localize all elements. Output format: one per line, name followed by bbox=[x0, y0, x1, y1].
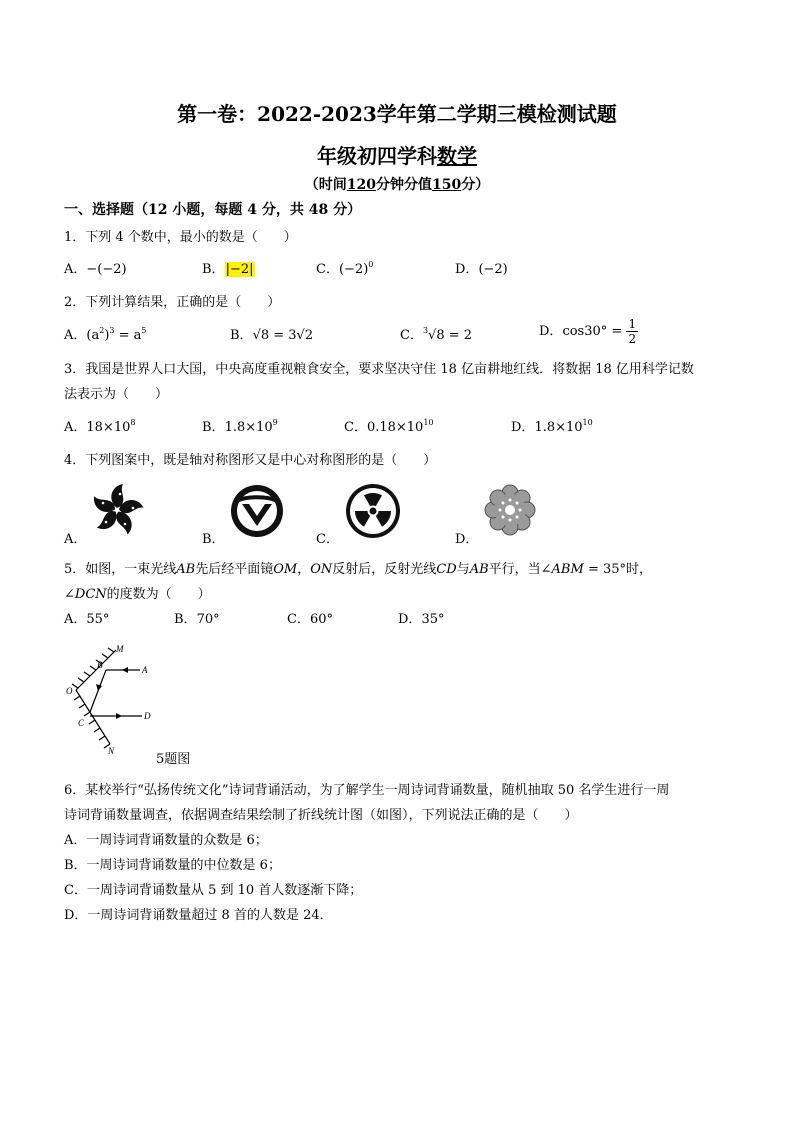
label-M: M bbox=[116, 644, 124, 654]
var: AB bbox=[176, 562, 196, 577]
time-close: 分） bbox=[461, 177, 490, 193]
q6-option-b: B．一周诗词背诵数量的中位数是 6； bbox=[64, 858, 281, 873]
option-value: √8 = 2 bbox=[428, 328, 473, 343]
option-label: B． bbox=[202, 420, 225, 435]
option-label: B． bbox=[230, 328, 253, 343]
time-mid: 分钟分值 bbox=[376, 177, 432, 193]
label-C: C bbox=[78, 718, 85, 728]
option-label: A． bbox=[64, 262, 87, 277]
label-O: O bbox=[66, 686, 73, 696]
q5-mirror-diagram bbox=[60, 640, 160, 758]
text: ， bbox=[297, 562, 311, 577]
option-value: 0.18×10 bbox=[366, 420, 424, 435]
q3-option-d bbox=[511, 416, 593, 435]
base: (a bbox=[86, 328, 100, 343]
points: 150 bbox=[432, 177, 462, 193]
subject-mid: 学科 bbox=[397, 144, 437, 168]
option-value: 60° bbox=[309, 612, 333, 627]
numerator: 1 bbox=[628, 317, 637, 331]
option-label: D． bbox=[511, 420, 535, 435]
option-label: C． bbox=[316, 262, 339, 277]
text: = 35°时， bbox=[583, 562, 653, 577]
subject: 数学 bbox=[437, 144, 477, 168]
q1-option-a bbox=[64, 258, 127, 277]
q2-option-d bbox=[539, 317, 638, 346]
paren: ) bbox=[104, 328, 110, 343]
exponent: 10 bbox=[423, 418, 434, 427]
option-value: −(−2) bbox=[86, 262, 127, 277]
subject-line bbox=[0, 140, 794, 169]
q3-option-b bbox=[202, 416, 278, 435]
option-label: A． bbox=[64, 420, 87, 435]
option-label: D． bbox=[455, 262, 479, 277]
option-value-highlighted: |−2| bbox=[225, 262, 254, 277]
subject-prefix: 年级 bbox=[317, 144, 357, 168]
q5-option-a bbox=[64, 608, 109, 627]
time-open: （时间 bbox=[304, 177, 347, 193]
option-label: B． bbox=[174, 612, 197, 627]
text: 5．如图，一束光线 bbox=[64, 562, 177, 577]
option-label: C． bbox=[400, 328, 423, 343]
text: 先后经平面镜 bbox=[195, 562, 274, 577]
option-label: B． bbox=[202, 262, 225, 277]
text: ∠ bbox=[64, 587, 75, 602]
q3-stem-line2: 法表示为（ ） bbox=[64, 387, 169, 402]
q1-stem: 1．下列 4 个数中，最小的数是（ ） bbox=[64, 230, 297, 245]
option-label: D． bbox=[398, 612, 422, 627]
var: DCN bbox=[74, 587, 107, 602]
grade: 初四 bbox=[357, 144, 397, 168]
q3-stem-line1: 3．我国是世界人口大国，中央高度重视粮食安全，要求坚决守住 18 亿亩耕地红线．将数据 18 亿用科学记数 bbox=[64, 362, 694, 377]
label-N: N bbox=[108, 746, 115, 756]
option-label: A． bbox=[64, 612, 87, 627]
q5-option-d bbox=[398, 608, 444, 627]
option-value: 70° bbox=[196, 612, 220, 627]
exponent: 10 bbox=[582, 418, 593, 427]
q4-option-a-label: A． bbox=[64, 532, 87, 547]
q1-option-d bbox=[455, 258, 508, 277]
q2-option-b bbox=[230, 324, 313, 343]
exponent: 8 bbox=[130, 418, 136, 427]
text: 平行，当∠ bbox=[488, 562, 552, 577]
exponent: 9 bbox=[272, 418, 278, 427]
label-D: D bbox=[144, 711, 151, 721]
label-A: A bbox=[142, 665, 148, 675]
q4-option-b-label: B． bbox=[202, 532, 225, 547]
exponent: 3 bbox=[109, 326, 115, 335]
option-label: D． bbox=[539, 324, 563, 339]
option-label: C． bbox=[344, 420, 367, 435]
q2-option-c bbox=[400, 324, 472, 343]
q5-option-c bbox=[287, 608, 333, 627]
q6-option-a: A．一周诗词背诵数量的众数是 6； bbox=[64, 833, 268, 848]
q4-figure-b-emblem-icon bbox=[228, 482, 286, 540]
q2-stem: 2．下列计算结果，正确的是（ ） bbox=[64, 295, 281, 310]
q4-option-d-label: D． bbox=[455, 532, 479, 547]
option-value: cos30° = bbox=[562, 324, 623, 339]
option-value: 55° bbox=[86, 612, 110, 627]
q3-option-a bbox=[64, 416, 135, 435]
option-label: C． bbox=[287, 612, 310, 627]
option-value: 1.8×10 bbox=[534, 420, 583, 435]
q4-option-c-label: C． bbox=[316, 532, 339, 547]
root-index: 3 bbox=[422, 326, 429, 335]
q4-figure-a-pinwheel-icon bbox=[86, 482, 148, 538]
text: 与 bbox=[456, 562, 470, 577]
option-value: (−2) bbox=[478, 262, 508, 277]
q6-option-d: D．一周诗词背诵数量超过 8 首的人数是 24． bbox=[64, 908, 333, 923]
q1-option-b bbox=[202, 258, 255, 277]
var: OM bbox=[273, 562, 298, 577]
option-label: A． bbox=[64, 328, 87, 343]
text: 反射后，反射光线 bbox=[332, 562, 437, 577]
option-value: √8 = 3√2 bbox=[252, 328, 314, 343]
q4-stem: 4．下列图案中，既是轴对称图形又是中心对称图形的是（ ） bbox=[64, 453, 437, 468]
q5-figure-caption: 5题图 bbox=[156, 752, 191, 767]
var: AB bbox=[469, 562, 489, 577]
exponent: 0 bbox=[368, 260, 374, 269]
option-value: 18×10 bbox=[86, 420, 131, 435]
option-value: (−2) bbox=[338, 262, 369, 277]
q1-option-c bbox=[316, 258, 373, 277]
q5-stem-line2 bbox=[64, 583, 211, 602]
option-value: 35° bbox=[421, 612, 445, 627]
option-value bbox=[86, 328, 146, 343]
q4-figure-d-flower-icon bbox=[482, 482, 538, 538]
q5-stem-line1 bbox=[64, 558, 652, 577]
q5-option-b bbox=[174, 608, 220, 627]
result: = a bbox=[114, 328, 142, 343]
var: ABM bbox=[551, 562, 584, 577]
option-value: 1.8×10 bbox=[224, 420, 273, 435]
label-B: B bbox=[97, 660, 103, 670]
text: 的度数为（ ） bbox=[106, 587, 211, 602]
denominator: 2 bbox=[628, 332, 637, 346]
q3-option-c bbox=[344, 416, 434, 435]
q4-figure-c-radiation-icon bbox=[344, 482, 402, 540]
var: CD bbox=[436, 562, 457, 577]
section-heading: 一、选择题（12 小题，每题 4 分，共 48 分） bbox=[64, 202, 362, 218]
exponent: 2 bbox=[99, 326, 105, 335]
exam-title: 第一卷：2022-2023学年第二学期三模检测试题 bbox=[177, 102, 617, 126]
minutes: 120 bbox=[346, 177, 376, 193]
exponent: 5 bbox=[141, 326, 147, 335]
q2-option-a bbox=[64, 324, 147, 343]
q6-stem-line1: 6．某校举行“弘扬传统文化”诗词背诵活动，为了解学生一周诗词背诵数量，随机抽取 50 名学生进行一周 bbox=[64, 783, 670, 798]
q6-option-c: C．一周诗词背诵数量从 5 到 10 首人数逐渐下降； bbox=[64, 883, 363, 898]
fraction bbox=[626, 317, 638, 346]
var: ON bbox=[310, 562, 333, 577]
q6-stem-line2: 诗词背诵数量调查，依据调查结果绘制了折线统计图（如图），下列说法正确的是（ ） bbox=[64, 808, 578, 823]
time-score-line bbox=[0, 174, 794, 194]
